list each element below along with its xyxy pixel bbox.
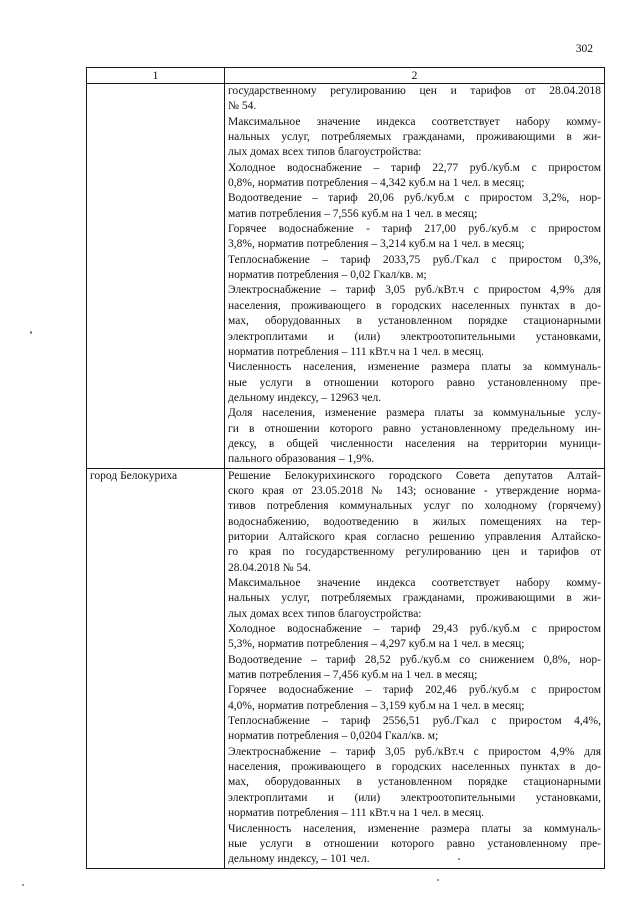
text-line: населения, проживающего в городских населенных пунктах в до- (228, 761, 601, 774)
text-line: Холодное водоснабжение – тариф 22,77 руб./куб.м с приростом (228, 161, 601, 174)
text-line: Максимальное значение индекса соответствует набору комму- (228, 115, 601, 128)
text-line: государственному регулированию цен и тарифов от 28.04.2018 (228, 85, 601, 97)
text-line: Горячее водоснабжение – тариф 202,46 руб./куб.м с приростом (228, 684, 601, 697)
text-line: Численность населения, изменение размера платы за коммуналь- (228, 822, 601, 835)
text-line: водоснабжению, водоотведению в жилых помещениях на тер- (228, 515, 601, 528)
text-line: Теплоснабжение – тариф 2033,75 руб./Гкал с приростом 0,3%, (228, 253, 601, 266)
text-line: Холодное водоснабжение – тариф 29,43 руб./куб.м с приростом (228, 623, 601, 636)
text-line: Численность населения, изменение размера платы за коммуналь- (228, 361, 601, 374)
text-line: ные услуги в отношении которого равно установленному пре- (228, 376, 601, 389)
text-line: ритории Алтайского края согласно решению управления Алтайско- (228, 530, 601, 543)
municipality-cell (87, 468, 225, 868)
text-line: населения, проживающего в городских населенных пунктах в до- (228, 299, 601, 312)
description-text (228, 84, 601, 468)
table-header-row (87, 68, 605, 84)
page-number: 302 (575, 43, 593, 55)
column-header-2: 2 (225, 68, 605, 84)
text-line: Решение Белокурихинского городского Совета депутатов Алтай- (228, 469, 601, 482)
text-line: ского края от 23.05.2018 № 143; основание - утверждение норма- (228, 484, 601, 497)
text-line: 4,0%, норматив потребления – 3,159 куб.м на 1 чел. в месяц; (228, 699, 525, 712)
text-line: электроплитами и (или) электроотопительными установками, (228, 791, 601, 804)
text-line: 0,8%, норматив потребления – 4,342 куб.м на 1 чел. в месяц; (228, 177, 525, 190)
scan-speck (22, 884, 24, 886)
text-line: Водоотведение – тариф 20,06 руб./куб.м с приростом 3,2%, нор- (228, 192, 601, 205)
text-line: Водоотведение – тариф 28,52 руб./куб.м со снижением 0,8%, нор- (228, 653, 601, 666)
text-line: Электроснабжение – тариф 3,05 руб./кВт.ч с приростом 4,9% для (228, 745, 601, 758)
municipality-cell (87, 84, 225, 469)
text-line: Теплоснабжение – тариф 2556,51 руб./Гкал с приростом 4,4%, (228, 715, 601, 728)
text-line: пального образования – 1,9%. (228, 453, 375, 466)
scan-speck (458, 858, 460, 860)
text-line: лых домах всех типов благоустройства: (228, 146, 422, 159)
text-line: нальных услуг, потребляемых гражданами, проживающими в жи- (228, 131, 601, 144)
text-line: 5,3%, норматив потребления – 4,297 куб.м на 1 чел. в месяц; (228, 638, 525, 651)
description-cell (225, 84, 605, 469)
text-line: норматив потребления – 111 кВт.ч на 1 чел. в месяц. (228, 807, 485, 820)
text-line: мах, оборудованных в установленном порядке стационарными (228, 315, 601, 328)
text-line: № 54. (228, 100, 257, 113)
text-line: норматив потребления – 111 кВт.ч на 1 чел. в месяц. (228, 345, 485, 358)
text-line: дельному индексу, – 12963 чел. (228, 391, 382, 404)
description-cell (225, 468, 605, 868)
description-text (228, 469, 601, 868)
text-line: матив потребления – 7,456 куб.м на 1 чел. в месяц; (228, 669, 478, 682)
document-table (86, 67, 605, 869)
scan-speck (437, 879, 439, 881)
text-line: 3,8%, норматив потребления – 3,214 куб.м на 1 чел. в месяц; (228, 238, 525, 251)
text-line: тивов потребления коммунальных услуг по холодному (горячему) (228, 500, 601, 513)
text-line: норматив потребления – 0,02 Гкал/кв. м; (228, 269, 427, 282)
text-line: 28.04.2018 № 54. (228, 561, 311, 574)
text-line: ные услуги в отношении которого равно установленному пре- (228, 837, 601, 850)
text-line: Электроснабжение – тариф 3,05 руб./кВт.ч с приростом 4,9% для (228, 284, 601, 297)
text-line: го края по государственному регулированию цен и тарифов от (228, 546, 601, 559)
column-header-1: 1 (87, 68, 225, 84)
text-line: матив потребления – 7,556 куб.м на 1 чел. в месяц; (228, 207, 478, 220)
text-line: дельному индексу, – 101 чел. (228, 853, 370, 866)
scan-speck (30, 331, 32, 334)
table-row (87, 84, 605, 469)
text-line: норматив потребления – 0,0204 Гкал/кв. м; (228, 730, 439, 743)
municipality-name: город Белокуриха (90, 469, 178, 482)
table-row (87, 468, 605, 868)
text-line: Доля населения, изменение размера платы за коммунальные услу- (228, 407, 601, 420)
text-line: Горячее водоснабжение - тариф 217,00 руб./куб.м с приростом (228, 223, 601, 236)
text-line: электроплитами и (или) электроотопительными установками, (228, 330, 601, 343)
text-line: ги в отношении которого равно установленному предельному ин- (228, 422, 601, 435)
text-line: лых домах всех типов благоустройства: (228, 607, 422, 620)
text-line: дексу, в общей численности населения на территории муници- (228, 437, 601, 450)
text-line: мах, оборудованных в установленном порядке стационарными (228, 776, 601, 789)
text-line: нальных услуг, потребляемых гражданами, проживающими в жи- (228, 592, 601, 605)
text-line: Максимальное значение индекса соответствует набору комму- (228, 577, 601, 589)
